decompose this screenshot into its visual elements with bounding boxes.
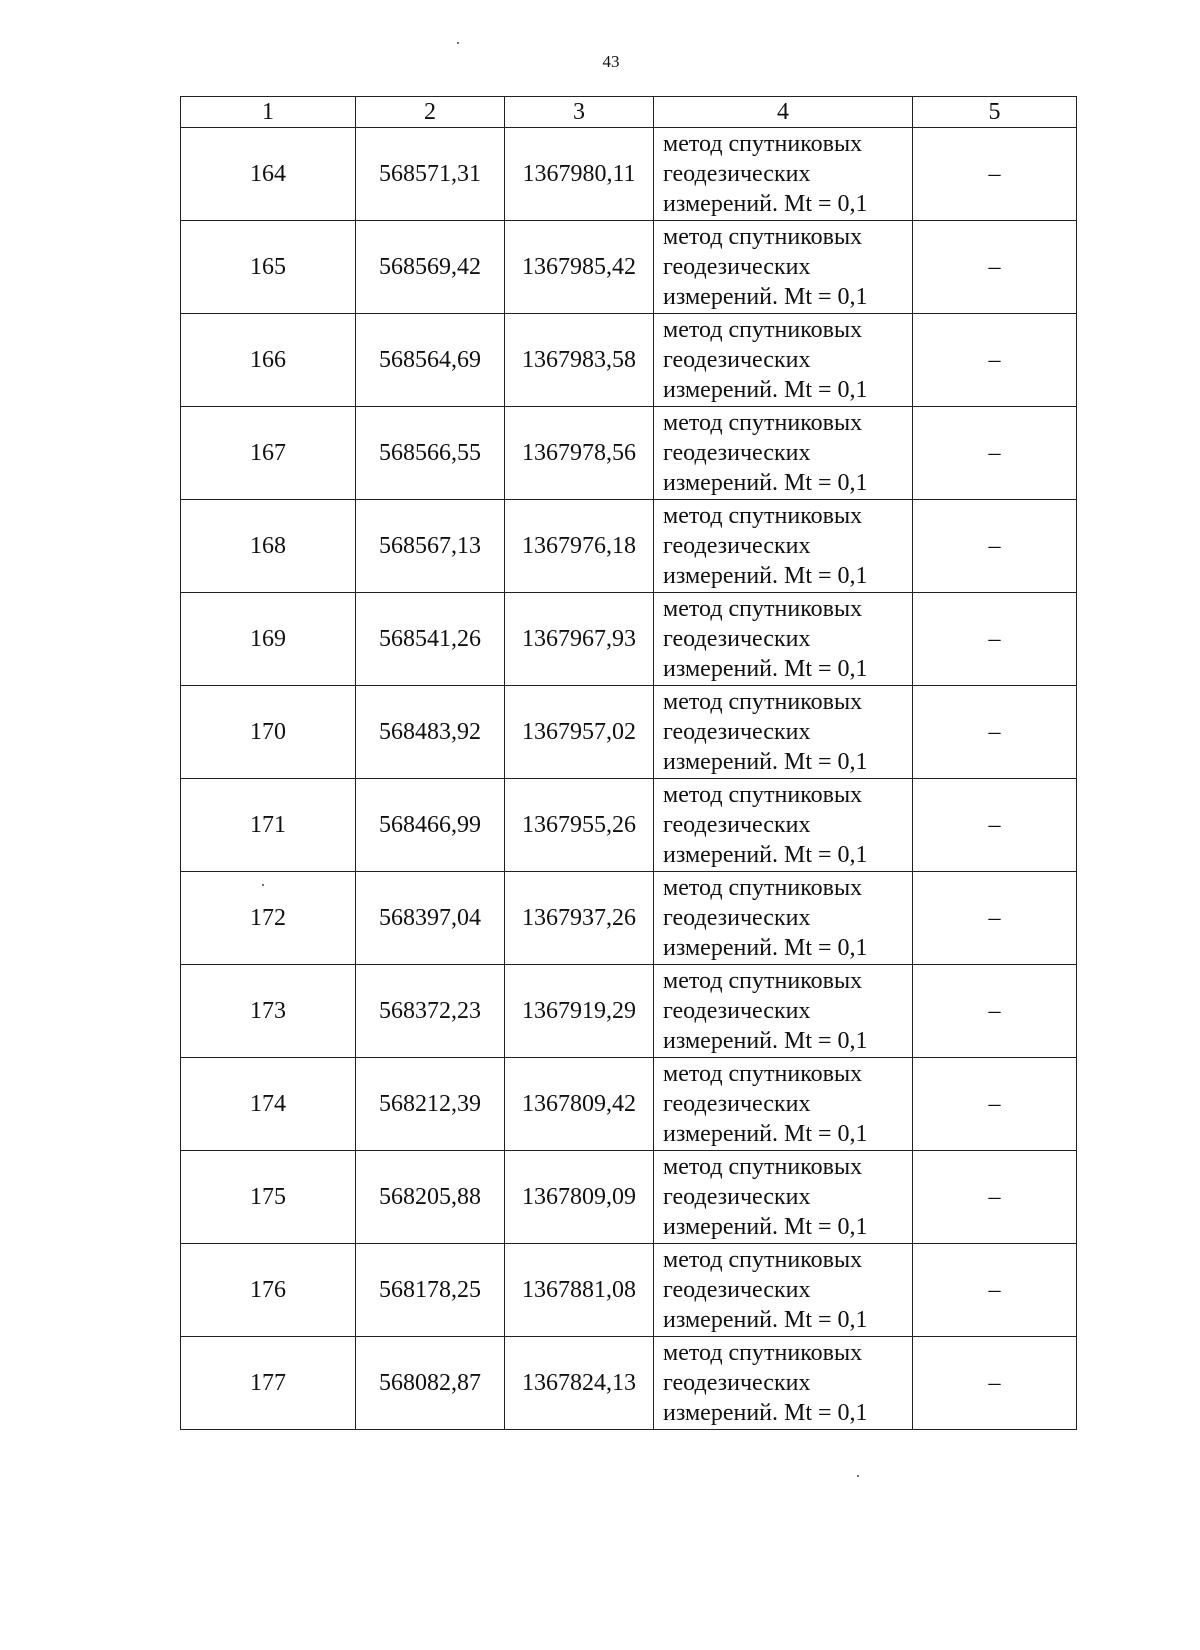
point-number: 168 — [181, 500, 356, 593]
note: – — [913, 128, 1077, 221]
point-number: 171 — [181, 779, 356, 872]
description-line: геодезических — [663, 440, 811, 466]
method-description — [654, 1058, 913, 1151]
point-number: 173 — [181, 965, 356, 1058]
header-col-2: 2 — [356, 97, 505, 128]
description-line: геодезических — [663, 1370, 811, 1396]
note: – — [913, 593, 1077, 686]
y-coordinate: 1367985,42 — [505, 221, 654, 314]
point-number: 174 — [181, 1058, 356, 1151]
y-coordinate: 1367980,11 — [505, 128, 654, 221]
description-line: измерений. Mt = 0,1 — [663, 284, 868, 310]
method-description — [654, 1337, 913, 1430]
description-line: измерений. Mt = 0,1 — [663, 1121, 868, 1147]
point-number: 175 — [181, 1151, 356, 1244]
description-line: геодезических — [663, 905, 811, 931]
y-coordinate: 1367824,13 — [505, 1337, 654, 1430]
description-line: метод спутниковых — [663, 689, 863, 715]
table-row — [181, 1337, 1077, 1430]
note: – — [913, 686, 1077, 779]
table-row — [181, 314, 1077, 407]
description-line: геодезических — [663, 161, 811, 187]
description-line: измерений. Mt = 0,1 — [663, 842, 868, 868]
method-description — [654, 407, 913, 500]
description-line: геодезических — [663, 1091, 811, 1117]
y-coordinate: 1367983,58 — [505, 314, 654, 407]
description-line: геодезических — [663, 347, 811, 373]
x-coordinate: 568564,69 — [356, 314, 505, 407]
description-line: измерений. Mt = 0,1 — [663, 749, 868, 775]
description-line: измерений. Mt = 0,1 — [663, 1307, 868, 1333]
y-coordinate: 1367809,42 — [505, 1058, 654, 1151]
y-coordinate: 1367978,56 — [505, 407, 654, 500]
table-row — [181, 500, 1077, 593]
note: – — [913, 1058, 1077, 1151]
table-row — [181, 1151, 1077, 1244]
description-line: измерений. Mt = 0,1 — [663, 470, 868, 496]
y-coordinate: 1367809,09 — [505, 1151, 654, 1244]
y-coordinate: 1367937,26 — [505, 872, 654, 965]
x-coordinate: 568569,42 — [356, 221, 505, 314]
description-line: измерений. Mt = 0,1 — [663, 1214, 868, 1240]
table-row — [181, 965, 1077, 1058]
y-coordinate: 1367957,02 — [505, 686, 654, 779]
point-number: 170 — [181, 686, 356, 779]
description-line: метод спутниковых — [663, 410, 863, 436]
note: – — [913, 221, 1077, 314]
note: – — [913, 779, 1077, 872]
description-line: метод спутниковых — [663, 503, 863, 529]
description-line: геодезических — [663, 533, 811, 559]
table-row — [181, 1058, 1077, 1151]
point-number: 166 — [181, 314, 356, 407]
x-coordinate: 568372,23 — [356, 965, 505, 1058]
description-line: метод спутниковых — [663, 1061, 863, 1087]
table-row — [181, 779, 1077, 872]
description-line: измерений. Mt = 0,1 — [663, 935, 868, 961]
description-line: метод спутниковых — [663, 1154, 863, 1180]
description-line: геодезических — [663, 998, 811, 1024]
note: – — [913, 1244, 1077, 1337]
description-line: метод спутниковых — [663, 596, 863, 622]
description-line: метод спутниковых — [663, 131, 863, 157]
point-number: 167 — [181, 407, 356, 500]
coordinates-table — [180, 96, 1077, 1430]
description-line: метод спутниковых — [663, 1340, 863, 1366]
header-col-1: 1 — [181, 97, 356, 128]
method-description — [654, 221, 913, 314]
description-line: геодезических — [663, 812, 811, 838]
note: – — [913, 965, 1077, 1058]
table-row — [181, 407, 1077, 500]
y-coordinate: 1367976,18 — [505, 500, 654, 593]
method-description — [654, 128, 913, 221]
note: – — [913, 314, 1077, 407]
point-number: 165 — [181, 221, 356, 314]
method-description — [654, 965, 913, 1058]
description-line: измерений. Mt = 0,1 — [663, 563, 868, 589]
note: – — [913, 1337, 1077, 1430]
table-row — [181, 686, 1077, 779]
point-number: 169 — [181, 593, 356, 686]
x-coordinate: 568483,92 — [356, 686, 505, 779]
table-row — [181, 872, 1077, 965]
header-col-4: 4 — [654, 97, 913, 128]
method-description — [654, 686, 913, 779]
method-description — [654, 314, 913, 407]
x-coordinate: 568397,04 — [356, 872, 505, 965]
note: – — [913, 407, 1077, 500]
note: – — [913, 872, 1077, 965]
description-line: измерений. Mt = 0,1 — [663, 377, 868, 403]
method-description — [654, 1244, 913, 1337]
method-description — [654, 872, 913, 965]
x-coordinate: 568466,99 — [356, 779, 505, 872]
y-coordinate: 1367919,29 — [505, 965, 654, 1058]
table-row — [181, 593, 1077, 686]
description-line: геодезических — [663, 626, 811, 652]
x-coordinate: 568205,88 — [356, 1151, 505, 1244]
table-row — [181, 128, 1077, 221]
y-coordinate: 1367881,08 — [505, 1244, 654, 1337]
header-col-5: 5 — [913, 97, 1077, 128]
point-number: 176 — [181, 1244, 356, 1337]
description-line: метод спутниковых — [663, 1247, 863, 1273]
description-line: измерений. Mt = 0,1 — [663, 191, 868, 217]
point-number: 172 — [181, 872, 356, 965]
note: – — [913, 500, 1077, 593]
description-line: измерений. Mt = 0,1 — [663, 1028, 868, 1054]
x-coordinate: 568082,87 — [356, 1337, 505, 1430]
scan-speck — [457, 42, 459, 44]
y-coordinate: 1367955,26 — [505, 779, 654, 872]
description-line: метод спутниковых — [663, 317, 863, 343]
description-line: метод спутниковых — [663, 782, 863, 808]
method-description — [654, 500, 913, 593]
description-line: геодезических — [663, 254, 811, 280]
y-coordinate: 1367967,93 — [505, 593, 654, 686]
header-row — [181, 97, 1077, 128]
description-line: геодезических — [663, 1184, 811, 1210]
table-row — [181, 1244, 1077, 1337]
description-line: метод спутниковых — [663, 224, 863, 250]
x-coordinate: 568541,26 — [356, 593, 505, 686]
scan-speck — [857, 1475, 859, 1477]
description-line: геодезических — [663, 1277, 811, 1303]
point-number: 164 — [181, 128, 356, 221]
table-row — [181, 221, 1077, 314]
description-line: метод спутниковых — [663, 968, 863, 994]
x-coordinate: 568212,39 — [356, 1058, 505, 1151]
x-coordinate: 568566,55 — [356, 407, 505, 500]
description-line: метод спутниковых — [663, 875, 863, 901]
note: – — [913, 1151, 1077, 1244]
method-description — [654, 779, 913, 872]
point-number: 177 — [181, 1337, 356, 1430]
description-line: геодезических — [663, 719, 811, 745]
header-col-3: 3 — [505, 97, 654, 128]
description-line: измерений. Mt = 0,1 — [663, 656, 868, 682]
x-coordinate: 568178,25 — [356, 1244, 505, 1337]
method-description — [654, 593, 913, 686]
description-line: измерений. Mt = 0,1 — [663, 1400, 868, 1426]
page-number: 43 — [602, 52, 620, 71]
x-coordinate: 568571,31 — [356, 128, 505, 221]
method-description — [654, 1151, 913, 1244]
x-coordinate: 568567,13 — [356, 500, 505, 593]
